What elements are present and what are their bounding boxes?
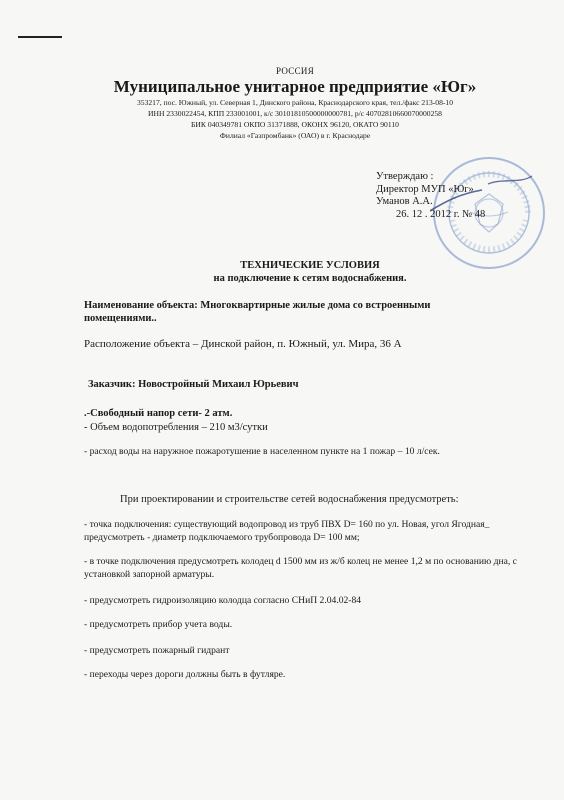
approval-approve-label: Утверждаю : [376, 171, 434, 182]
address-line-1: 353217, пос. Южный, ул. Северная 1, Динского района, Краснодарского края, тел./факс 213-08-10 [136, 98, 454, 107]
network-pressure: .-Свободный напор сети- 2 атм. [84, 408, 233, 419]
address-line-2: ИНН 2330022454, КПП 233001001, к/с 30101810500000000781, р/с 40702810660070000258 [148, 109, 442, 118]
country-label: РОССИЯ [275, 66, 315, 76]
document-title [120, 259, 500, 285]
approval-block [376, 171, 546, 221]
approval-date: 26. 12 . 2012 г. № 48 [396, 208, 486, 220]
condition-item-1: - точка подключения: существующий водопровод из труб ПВХ D= 160 по ул. Новая, угол Ягодная_ предусмотреть - диаметр подключаемого трубопровода D= 100 мм; [84, 519, 490, 543]
object-name: Наименование объекта: Многоквартирные жилые дома со встроенными помещениями.. [84, 300, 431, 324]
customer-name: Заказчик: Новостройный Михаил Юрьевич [88, 379, 299, 390]
condition-item-6: - переходы через дороги должны быть в футляре. [84, 669, 286, 680]
address-line-4: Филиал «Газпромбанк» (ОАО) в г. Краснодаре [219, 131, 371, 140]
approval-position: Директор МУП «Юг» [376, 183, 474, 195]
fire-water-rate: - расход воды на наружное пожаротушение в населенном пункте на 1 пожар – 10 л/сек. [84, 446, 440, 457]
condition-item-4: - предусмотреть прибор учета воды. [84, 619, 233, 630]
letterhead [60, 66, 530, 141]
organization-name: Муниципальное унитарное предприятие «Юг» [113, 77, 477, 96]
corner-mark [18, 36, 62, 38]
condition-item-3: - предусмотреть гидроизоляцию колодца согласно СНиП 2.04.02-84 [84, 595, 362, 606]
design-intro: При проектировании и строительстве сетей водоснабжения предусмотреть: [120, 494, 459, 505]
title-line-1: ТЕХНИЧЕСКИЕ УСЛОВИЯ [240, 260, 380, 271]
address-line-3: БИК 040349781 ОКПО 31371888, ОКОНХ 96120, ОКАТО 90110 [191, 120, 399, 129]
object-location: Расположение объекта – Динской район, п. Южный, ул. Мира, 36 А [84, 338, 402, 350]
water-consumption: - Объем водопотребления – 210 м3/сутки [84, 422, 268, 433]
approval-name: Уманов А.А. [376, 196, 433, 207]
condition-item-2: - в точке подключения предусмотреть колодец d 1500 мм из ж/б колец не менее 1,2 м по основанию дна, с установкой запорной арматуры. [84, 556, 517, 580]
title-line-2: на подключение к сетям водоснабжения. [213, 273, 407, 284]
condition-item-5: - предусмотреть пожарный гидрант [84, 645, 230, 656]
